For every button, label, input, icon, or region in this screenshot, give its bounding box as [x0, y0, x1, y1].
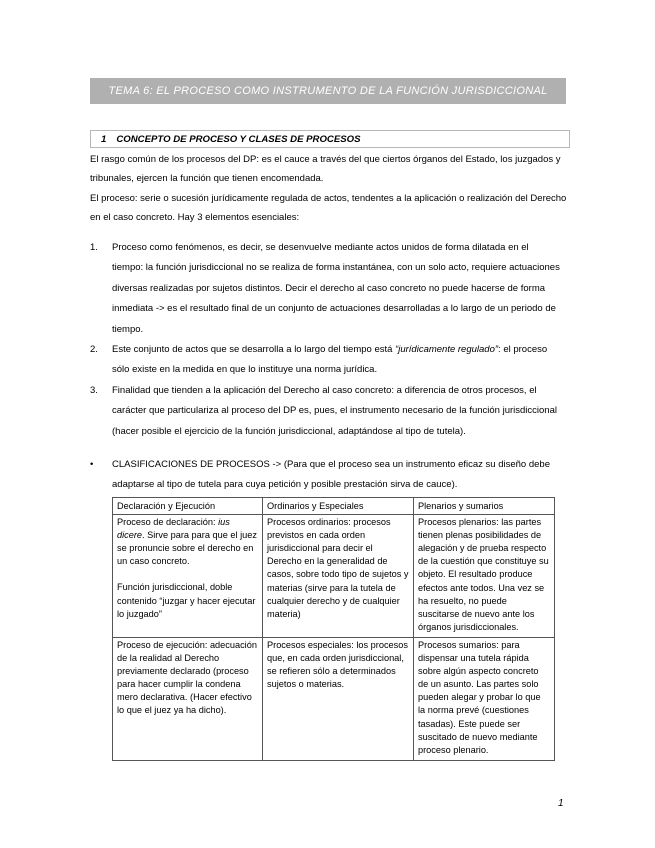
section-number: 1	[101, 133, 107, 145]
list-item	[90, 238, 560, 340]
section-heading	[90, 130, 570, 148]
list-item-text-part: Este conjunto de actos que se desarrolla a lo largo del tiempo está	[112, 344, 396, 356]
table-cell: Procesos sumarios: para dispensar una tutela rápida sobre algún aspecto concreto de un asunto. Las partes solo pueden alegar y probar lo que la norma prevé (cuestiones tasadas). Este puede ser suscitado de nuevo mediante proceso plenario.	[414, 637, 555, 760]
table-header-cell: Declaración y Ejecución	[113, 498, 263, 515]
list-item-text	[112, 344, 547, 375]
elements-list	[90, 238, 560, 442]
clasificaciones-text: CLASIFICACIONES DE PROCESOS -> (Para que el proceso sea un instrumento eficaz su diseño debe adaptarse al tipo de tutela para cuya petición y posible prestación sirva de cauce).	[112, 459, 550, 491]
table-cell	[113, 515, 263, 638]
table-cell: Procesos especiales: los procesos que, en cada orden jurisdiccional, se refieren sólo a determinados sujetos o materias.	[263, 637, 414, 760]
section-title: CONCEPTO DE PROCESO Y CLASES DE PROCESOS	[116, 133, 361, 145]
list-item	[90, 340, 560, 381]
list-marker: 1.	[90, 242, 98, 253]
list-item-text: Finalidad que tienden a la aplicación del Derecho al caso concreto: a diferencia de otros procesos, el carácter que particulariza al proceso del DP es, pues, el instrumento necesario de la función jurisdiccional (hacer posible el ejercicio de la función jurisdiccional, adaptándose al tipo de tutela).	[112, 384, 557, 437]
table-row	[113, 637, 555, 760]
table-header-cell: Ordinarios y Especiales	[263, 498, 414, 515]
cell-text: Función jurisdiccional, doble contenido “juzgar y hacer ejecutar lo juzgado”	[117, 582, 256, 619]
table-cell: Procesos plenarios: las partes tienen plenas posibilidades de alegación y de prueba respecto de la cuestión que constituye su objeto. El resultado produce efectos ante todos. Una vez se ha resuelto, no puede suscitarse de nuevo ante los órganos jurisdiccionales.	[414, 515, 555, 638]
table-row	[113, 515, 555, 638]
list-item-text-part: : el proceso sólo existe en la medida en que lo instituye una norma jurídica.	[112, 344, 548, 376]
list-marker: 3.	[90, 384, 98, 396]
list-item-text: Proceso como fenómenos, es decir, se desenvuelve mediante actos unidos de forma dilatada en el tiempo: la función jurisdiccional no se realiza de forma instantánea, con un solo acto, requiere actuaciones diversas realizadas por sujetos distintos. Decir el derecho al caso concreto no puede hacerse de forma inmediata -> es el resultado final de un conjunto de actuaciones desarrolladas a lo largo de un periodo de tiempo.	[112, 242, 560, 335]
list-marker: 2.	[90, 344, 98, 356]
list-item-emphasis: “jurídicamente regulado”	[395, 344, 499, 356]
paragraph-rasgo-comun: El rasgo común de los procesos del DP: es el cauce a través del que ciertos órganos del Estado, los juzgados y tribunales, ejercen la función que tienen encomendada.	[90, 154, 561, 184]
paragraph-definicion-proceso: El proceso: serie o sucesión jurídicamente regulada de actos, tendentes a la aplicación o realización del Derecho en el caso concreto. Hay 3 elementos esenciales:	[90, 193, 567, 223]
table-cell: Procesos ordinarios: procesos previstos en cada orden jurisdiccional para decir el Derecho en la generalidad de casos, sobre todo tipo de sujetos y materias (sirve para la tutela de cualquier derecho y de cualquier materia)	[263, 515, 414, 638]
page-number: 1	[558, 798, 564, 809]
bullet-icon: •	[90, 459, 94, 470]
cell-emphasis: ius dicere	[117, 517, 230, 541]
table-cell: Proceso de ejecución: adecuación de la realidad al Derecho previamente declarado (proceso para hacer cumplir la condena mero declarativa. (Hacer efectivo lo que el juez ya ha dicho).	[113, 637, 263, 760]
chapter-title: TEMA 6: EL PROCESO COMO INSTRUMENTO DE LA FUNCIÓN JURISDICCIONAL	[90, 78, 566, 104]
table-header-cell: Plenarios y sumarios	[414, 498, 555, 515]
cell-text: . Sirve para para que el juez se pronuncie sobre el derecho en un caso concreto.	[117, 530, 257, 567]
list-item	[90, 381, 560, 442]
clasificaciones-bullet-item	[90, 455, 555, 496]
classification-table	[112, 497, 555, 761]
table-header-row	[113, 498, 555, 515]
cell-text: Proceso de declaración:	[117, 517, 219, 528]
